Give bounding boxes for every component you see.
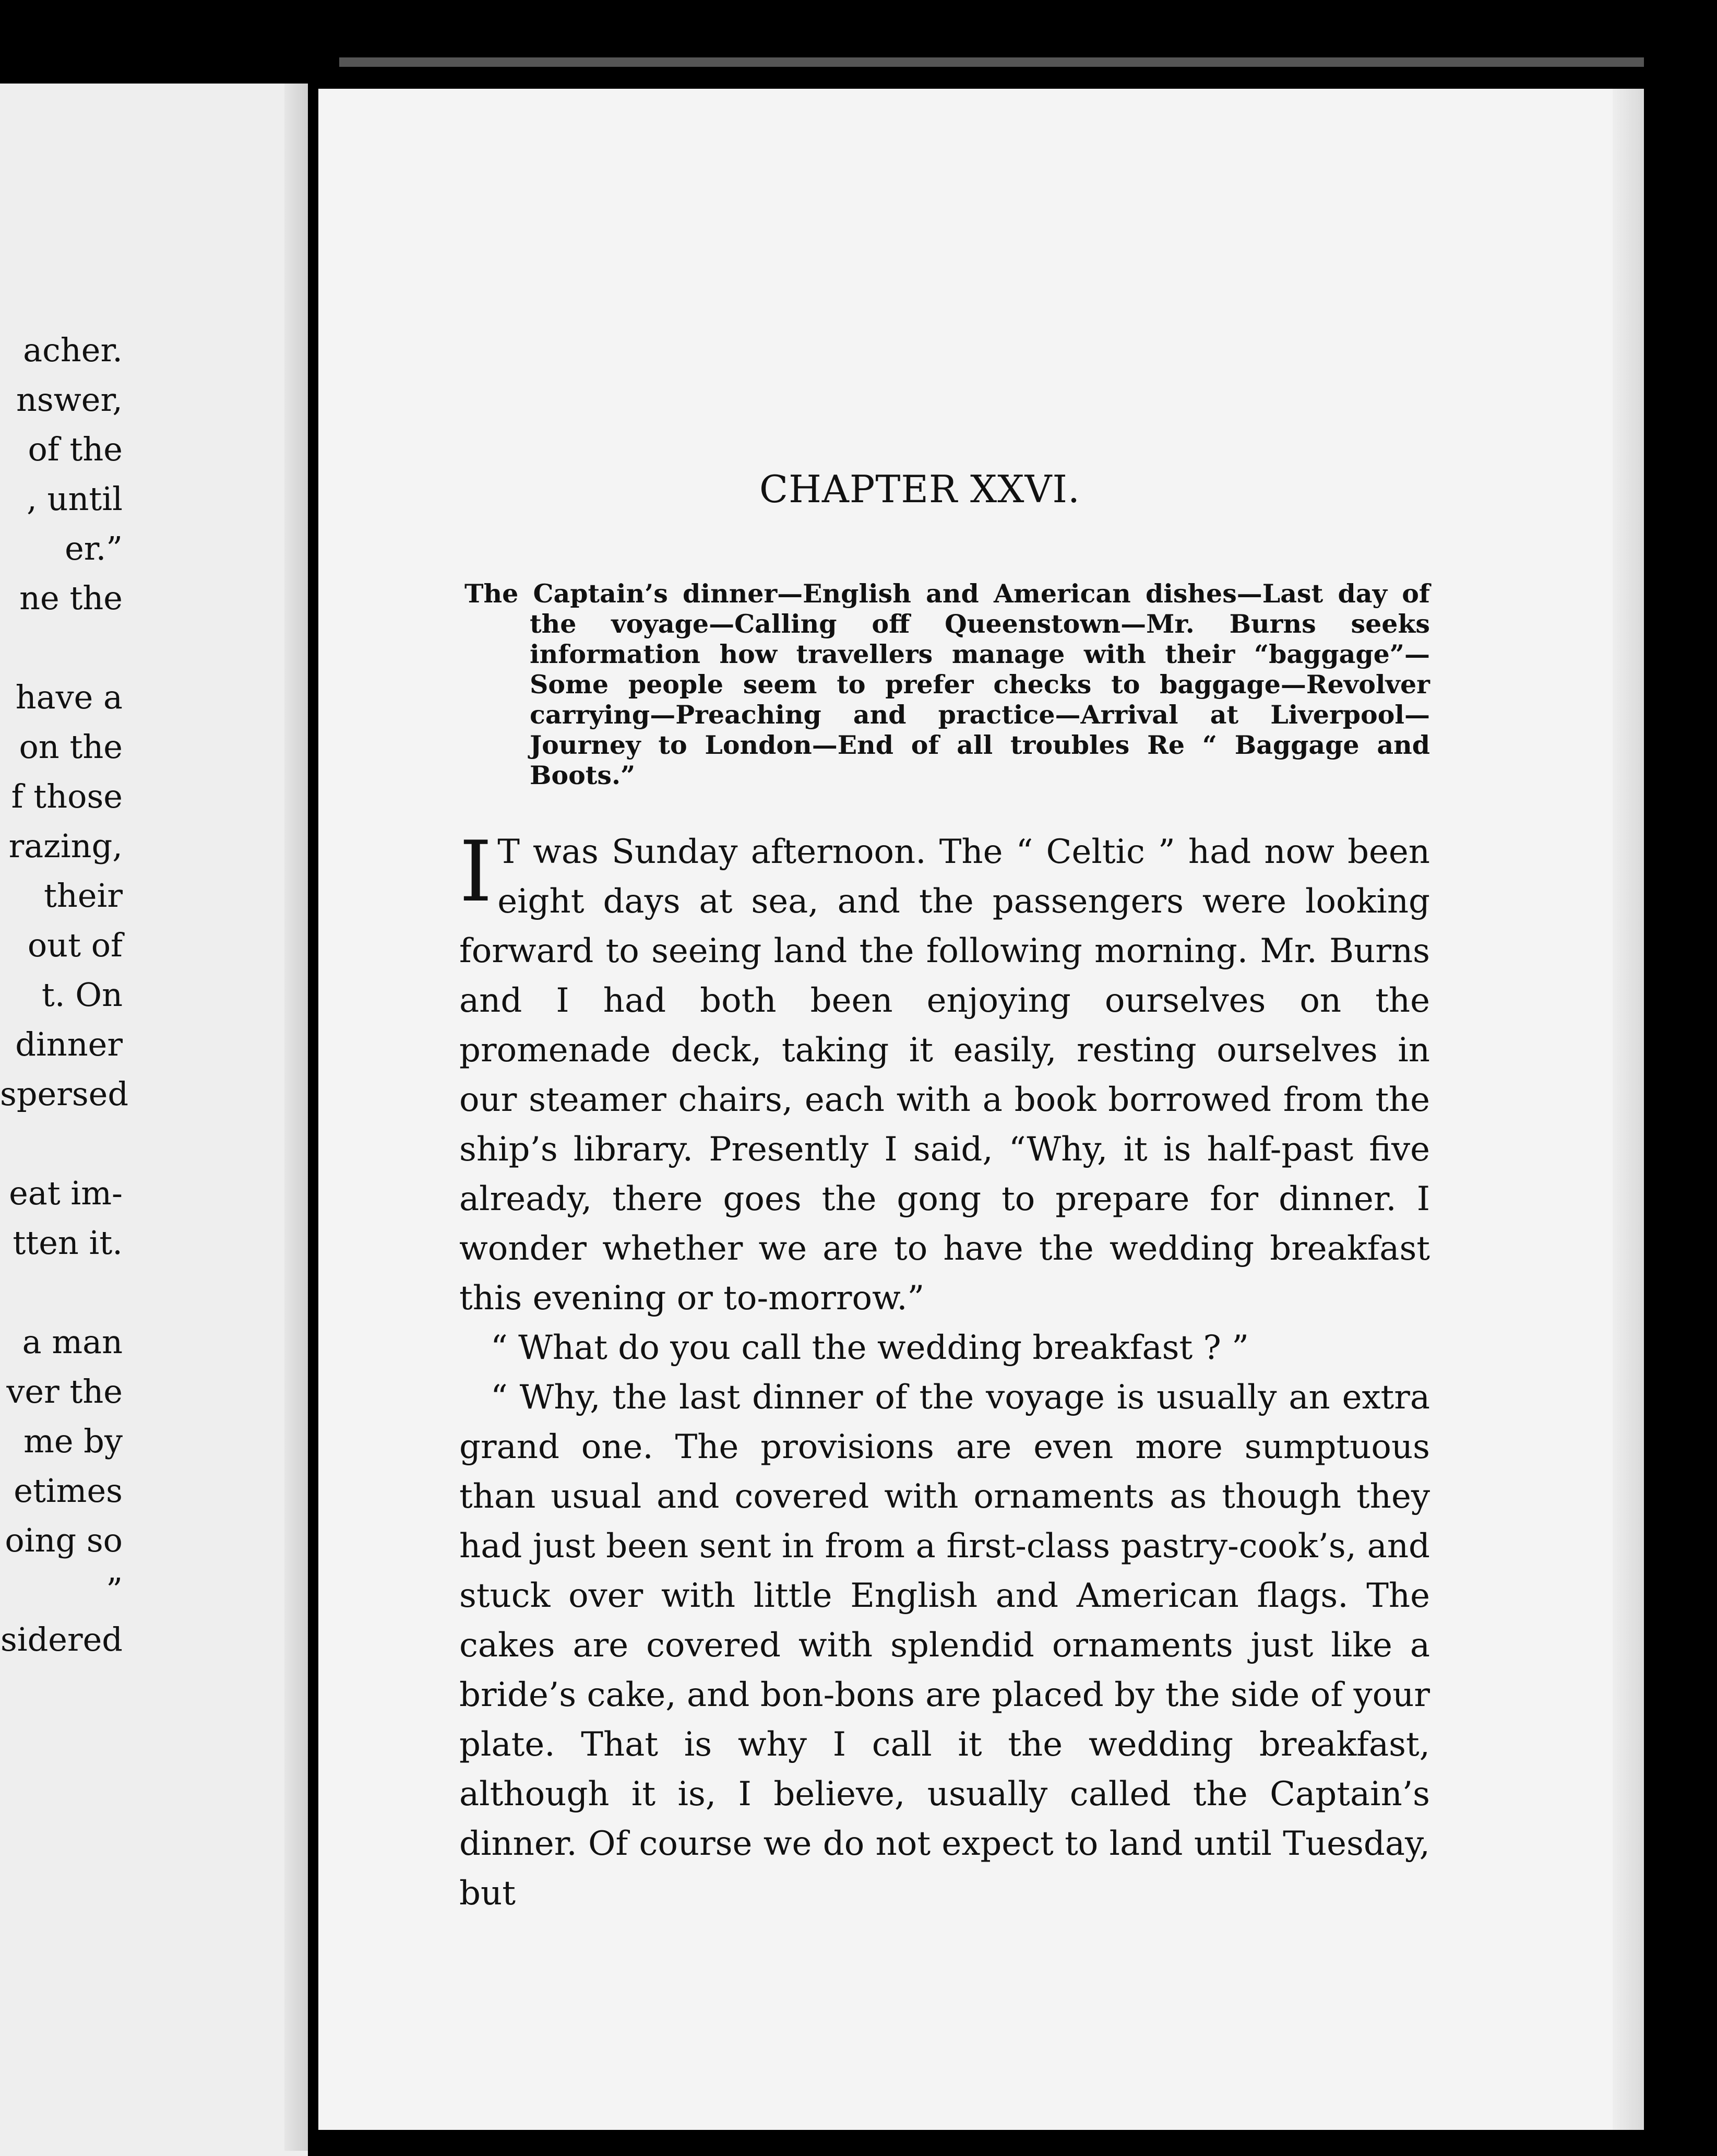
left-page-line: razing,: [8, 827, 123, 865]
chapter-body: [459, 823, 1430, 1918]
left-page-line: their: [43, 876, 123, 915]
page-top-edge: [339, 57, 1644, 67]
left-page-line: me by: [23, 1422, 123, 1460]
left-page-line: er.”: [65, 529, 123, 567]
left-page-line: oing so: [5, 1521, 123, 1559]
left-page-line: dinner: [15, 1025, 123, 1063]
left-page-line: of the: [28, 430, 123, 468]
left-page-line: nswer,: [16, 381, 123, 419]
left-page-line: , until: [27, 480, 123, 518]
left-page-line: spersed: [0, 1075, 129, 1113]
left-page-line: out of: [27, 926, 123, 964]
left-page-line: have a: [15, 678, 123, 716]
left-page-line: tten it.: [13, 1224, 123, 1262]
book-gutter: [308, 81, 318, 2133]
left-page-line: acher.: [23, 331, 123, 369]
chapter-title: CHAPTER XXVI.: [759, 467, 1080, 511]
left-page-line: ver the: [6, 1372, 123, 1411]
left-page-line: on the: [19, 728, 123, 766]
left-page-line: ne the: [19, 579, 123, 617]
chapter-summary: The Captain’s dinner—English and American dishes—Last day of the voyage—Calling off Queenstown—Mr. Burns seeks information how travellers manage with their “baggage”—Some people seem to prefer checks to baggage—Revolver carrying—Preaching and practice—Arrival at Liverpool—Journey to London—End of all troubles Re “ Baggage and Boots.”: [464, 578, 1430, 790]
right-page-edge: [1613, 89, 1644, 2130]
left-page-line: eat im-: [9, 1174, 123, 1212]
left-page-line: a man: [22, 1323, 123, 1361]
left-page-line: etimes: [14, 1472, 123, 1510]
left-page-line: t. On: [41, 976, 123, 1014]
left-page-line: ”: [106, 1571, 123, 1609]
left-page-inner-edge: [284, 84, 308, 2151]
drop-cap: I: [459, 823, 493, 920]
left-page-line: sidered: [0, 1620, 123, 1659]
paragraph-2: “ What do you call the wedding breakfast ? ”: [491, 1329, 1249, 1367]
paragraph-1: [459, 823, 1430, 1323]
left-page-line: f those: [11, 777, 123, 815]
paragraph-3: “ Why, the last dinner of the voyage is usually an extra grand one. The provisions are even more sumptuous than usual and covered with ornaments as though they had just been sent in from a first-class pastry-cook’s, and stuck over with little English and American flags. The cakes are covered with splendid ornaments just like a bride’s cake, and bon-bons are placed by the side of your plate. That is why I call it the wedding breakfast, although it is, I believe, usually called the Captain’s dinner. Of course we do not expect to land until Tuesday, but: [459, 1378, 1430, 1913]
paragraph-1-text: T was Sunday afternoon. The “ Celtic ” had now been eight days at sea, and the passengers were looking forward to seeing land the following morning. Mr. Burns and I had both been enjoying ourselves on the promenade deck, taking it easily, resting ourselves in our steamer chairs, each with a book borrowed from the ship’s library. Presently I said, “Why, it is half-past five already, there goes the gong to prepare for dinner. I wonder whether we are to have the wedding breakfast this evening or to-morrow.”: [459, 833, 1430, 1318]
